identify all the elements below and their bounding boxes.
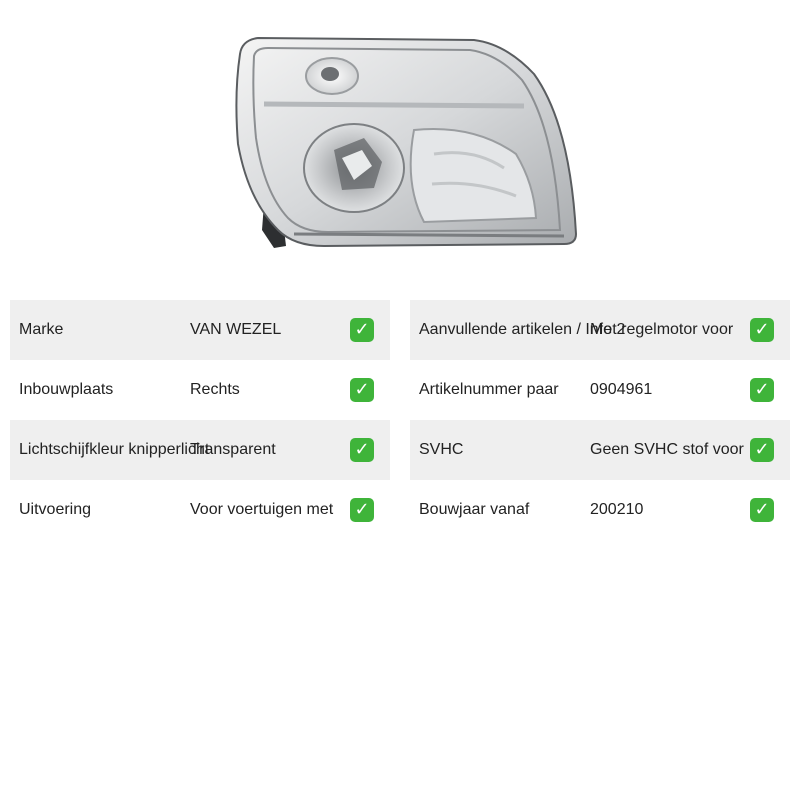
spec-label: SVHC [419,441,464,458]
spec-value: Geen SVHC stof voor [590,441,744,458]
spec-row-bouwjaar-vanaf [410,480,790,540]
check-icon: ✓ [350,378,374,402]
spec-row-artikelnummer-paar [410,360,790,420]
spec-table-right [410,300,790,540]
spec-label: Uitvoering [19,501,92,518]
spec-label: Aanvullende artikelen / Info 2 [419,321,626,338]
spec-label: Lichtschijfkleur knipperlicht [19,441,210,458]
spec-table-left [10,300,390,540]
check-icon: ✓ [750,438,774,462]
check-icon: ✓ [750,498,774,522]
spec-row-svhc [410,420,790,480]
spec-value: Voor voertuigen met [190,501,334,518]
headlight-image [224,34,580,262]
check-icon: ✓ [350,438,374,462]
spec-value: 200210 [590,501,644,518]
spec-value: Transparent [190,441,276,458]
check-icon: ✓ [350,318,374,342]
spec-label: Artikelnummer paar [419,381,559,398]
spec-label: Marke [19,321,64,338]
spec-value: VAN WEZEL [190,321,282,338]
check-icon: ✓ [750,378,774,402]
spec-row-lichtschijfkleur [10,420,390,480]
spec-row-marke [10,300,390,360]
spec-label: Inbouwplaats [19,381,114,398]
spec-row-inbouwplaats [10,360,390,420]
spec-value: 0904961 [590,381,653,398]
spec-label: Bouwjaar vanaf [419,501,530,518]
headlight-icon [224,34,580,262]
check-icon: ✓ [350,498,374,522]
check-icon: ✓ [750,318,774,342]
spec-value: Rechts [190,381,240,398]
spec-row-uitvoering [10,480,390,540]
spec-value: Met regelmotor voor [590,321,734,338]
spec-row-aanvullende-artikelen [410,300,790,360]
